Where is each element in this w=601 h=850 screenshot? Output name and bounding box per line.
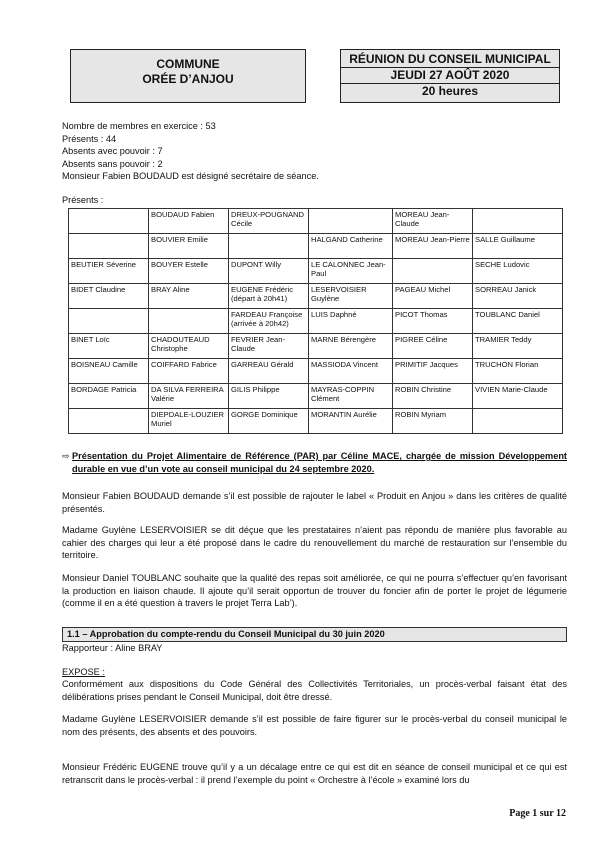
presentation-text: Présentation du Projet Alimentaire de Référence (PAR) par Céline MACE, chargée de mission Développement durable en vue d’un vote au conseil municipal du 24 septembre 2020. xyxy=(72,451,567,474)
table-cell: PRIMITIF Jacques xyxy=(393,359,473,384)
meeting-title: RÉUNION DU CONSEIL MUNICIPAL xyxy=(341,52,559,68)
table-row xyxy=(69,409,563,434)
table-cell: FEVRIER Jean-Claude xyxy=(229,334,309,359)
table-cell: BORDAGE Patricia xyxy=(69,384,149,409)
table-cell: LE CALONNEC Jean-Paul xyxy=(309,259,393,284)
table-row xyxy=(69,234,563,259)
table-cell: BOUYER Estelle xyxy=(149,259,229,284)
table-cell: DREUX-POUGNAND Cécile xyxy=(229,209,309,234)
table-cell: BINET Loïc xyxy=(69,334,149,359)
paragraph-toublanc: Monsieur Daniel TOUBLANC souhaite que la qualité des repas soit améliorée, ce qui ne pourra s’effectuer qu’en favorisant la production en liaison chaude. Il ajoute qu’il serait opportun de trouver du foncier afin de porter le projet de légumerie (comme il en a été question à travers le projet Terra Lab’). xyxy=(62,573,567,609)
table-cell: LESERVOISIER Guylène xyxy=(309,284,393,309)
paragraph-leservoisier: Madame Guylène LESERVOISIER se dit déçue que les prestataires n’aient pas répondu de manière plus favorable au cahier des charges qui leur a été proposé dans le cadre du renouvellement du marché de restauration sur l’ensemble du territoire. xyxy=(62,525,567,561)
absent-without-proxy: Absents sans pouvoir : 2 xyxy=(62,158,163,169)
table-row xyxy=(69,309,563,334)
table-row xyxy=(69,209,563,234)
table-cell: PICOT Thomas xyxy=(393,309,473,334)
commune-name: ORÉE D’ANJOU xyxy=(142,72,234,86)
members-count: Nombre de membres en exercice : 53 xyxy=(62,121,216,131)
expose-label: EXPOSE : xyxy=(62,667,105,677)
table-cell: HALGAND Catherine xyxy=(309,234,393,259)
table-cell: TOUBLANC Daniel xyxy=(473,309,563,334)
table-cell: EUGENE Frédéric (départ à 20h41) xyxy=(229,284,309,309)
table-cell: TRUCHON Florian xyxy=(473,359,563,384)
table-row xyxy=(69,284,563,309)
commune-label: COMMUNE xyxy=(156,57,220,71)
paragraph-eugene: Monsieur Frédéric EUGENE trouve qu’il y a un décalage entre ce qui est dit en séance de conseil municipal et ce qui est retranscrit dans le procès-verbal : il prend l’exemple du point « Orchestre à l’école » examiné lors du xyxy=(62,762,567,785)
arrow-right-icon: ⇨ xyxy=(62,451,70,461)
table-cell: SALLE Guillaume xyxy=(473,234,563,259)
table-cell: DUPONT Willy xyxy=(229,259,309,284)
table-cell: SORREAU Janick xyxy=(473,284,563,309)
rapporteur: Rapporteur : Aline BRAY xyxy=(62,643,163,653)
table-cell: DA SILVA FERREIRA Valérie xyxy=(149,384,229,409)
table-cell: MORANTIN Aurélie xyxy=(309,409,393,434)
absent-with-proxy: Absents avec pouvoir : 7 xyxy=(62,146,163,157)
table-cell: BRAY Aline xyxy=(149,284,229,309)
table-cell: BOISNEAU Camille xyxy=(69,359,149,384)
table-cell xyxy=(69,234,149,259)
table-cell: SECHE Ludovic xyxy=(473,259,563,284)
table-cell xyxy=(309,209,393,234)
table-cell xyxy=(69,409,149,434)
table-cell: BIDET Claudine xyxy=(69,284,149,309)
table-cell xyxy=(393,259,473,284)
table-cell: ROBIN Myriam xyxy=(393,409,473,434)
table-cell: GILIS Philippe xyxy=(229,384,309,409)
table-cell: FARDEAU Françoise (arrivée à 20h42) xyxy=(229,309,309,334)
presents-label: Présents : xyxy=(62,195,104,205)
table-cell xyxy=(229,234,309,259)
table-row xyxy=(69,334,563,359)
table-row xyxy=(69,259,563,284)
table-cell: GORGE Dominique xyxy=(229,409,309,434)
section-title: 1.1 – Approbation du compte-rendu du Conseil Municipal du 30 juin 2020 xyxy=(62,627,567,642)
table-cell xyxy=(149,309,229,334)
table-cell xyxy=(473,409,563,434)
table-cell: MOREAU Jean-Pierre xyxy=(393,234,473,259)
table-cell: BOUDAUD Fabien xyxy=(149,209,229,234)
table-cell: TRAMIER Teddy xyxy=(473,334,563,359)
table-cell: DIEPDALE-LOUZIER Muriel xyxy=(149,409,229,434)
presents-table xyxy=(68,208,563,434)
commune-header xyxy=(70,49,306,103)
table-cell: CHADOUTEAUD Christophe xyxy=(149,334,229,359)
table-cell xyxy=(69,309,149,334)
expose-text: Conformément aux dispositions du Code Général des Collectivités Territoriales, un procès-verbal faisant état des délibérations prises pendant le Conseil Municipal, doit être dressé. xyxy=(62,679,567,702)
present-count: Présents : 44 xyxy=(62,133,117,144)
table-cell: GARREAU Gérald xyxy=(229,359,309,384)
table-cell: PIGREE Céline xyxy=(393,334,473,359)
paragraph-pv-names: Madame Guylène LESERVOISIER demande s’il est possible de faire figurer sur le procès-verbal du conseil municipal le nom des présents, des absents et des pouvoirs. xyxy=(62,714,567,737)
presentation-item xyxy=(62,450,567,475)
table-cell: PAGEAU Michel xyxy=(393,284,473,309)
table-cell: MAYRAS-COPPIN Clément xyxy=(309,384,393,409)
paragraph-boudaud: Monsieur Fabien BOUDAUD demande s’il est possible de rajouter le label « Produit en Anjou » dans les critères de qualité présentés. xyxy=(62,491,567,514)
table-cell: BOUVIER Emilie xyxy=(149,234,229,259)
meeting-date: JEUDI 27 AOÛT 2020 xyxy=(341,68,559,84)
table-cell: VIVIEN Marie-Claude xyxy=(473,384,563,409)
table-cell xyxy=(473,209,563,234)
table-cell xyxy=(69,209,149,234)
meeting-time: 20 heures xyxy=(421,84,479,98)
table-cell: MARNE Bérengère xyxy=(309,334,393,359)
table-row xyxy=(69,384,563,409)
table-cell: LUIS Daphné xyxy=(309,309,393,334)
meeting-header xyxy=(340,49,560,103)
table-cell: MOREAU Jean-Claude xyxy=(393,209,473,234)
attendance-block xyxy=(62,120,567,183)
page-number: Page 1 sur 12 xyxy=(509,808,566,819)
table-cell: BEUTIER Séverine xyxy=(69,259,149,284)
table-cell: COIFFARD Fabrice xyxy=(149,359,229,384)
table-row xyxy=(69,359,563,384)
table-cell: ROBIN Christine xyxy=(393,384,473,409)
secretary-line: Monsieur Fabien BOUDAUD est désigné secrétaire de séance. xyxy=(62,171,319,182)
table-cell: MASSIODA Vincent xyxy=(309,359,393,384)
